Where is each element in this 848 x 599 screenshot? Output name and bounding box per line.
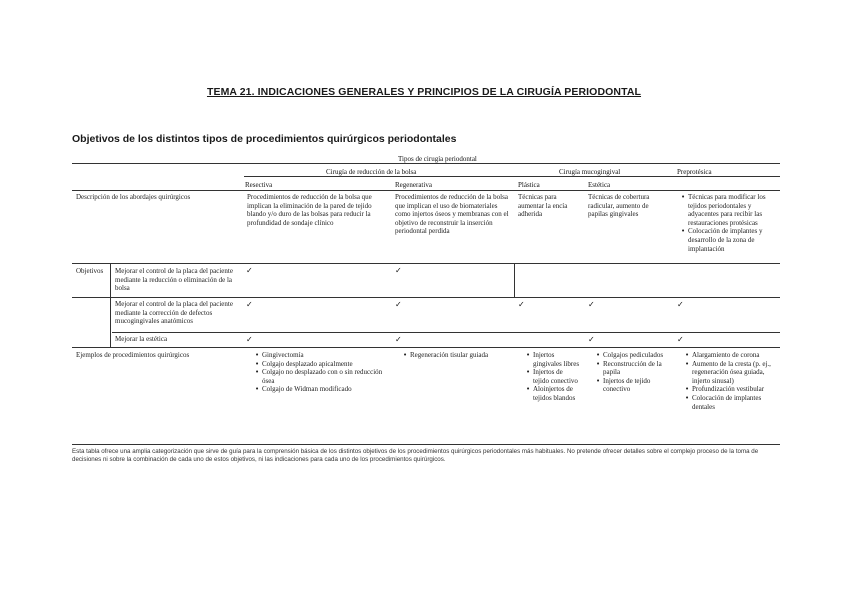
ejemplos-plastica [525, 351, 580, 403]
ejemplo-item: • Colgajos pediculados [603, 351, 675, 360]
table-bottom-rule [72, 444, 780, 445]
row-rule-obj1 [72, 297, 780, 298]
header-preprotesica: Preprotésica [677, 168, 712, 176]
ejemplos-resectiva [254, 351, 389, 394]
ejemplo-item: • Gingivectomía [262, 351, 389, 360]
check-icon: ✓ [246, 266, 253, 275]
mucogingival-divider [514, 263, 515, 297]
desc-preprotesica [680, 193, 778, 253]
header-rule-2 [244, 176, 780, 177]
section-title: Objetivos de los distintos tipos de procedimientos quirúrgicos periodontales [72, 133, 457, 145]
ejemplos-regenerativa [402, 351, 512, 360]
check-icon: ✓ [588, 335, 595, 344]
desc-resectiva: Procedimientos de reducción de la bolsa que implican la eliminación de la pared de tejido blando y/o duro de las bolsas para reducir la profundidad de sondaje clínico [247, 193, 372, 227]
ejemplo-item: • Injertos de tejido conectivo [533, 368, 580, 385]
col-resectiva: Resectiva [245, 181, 273, 189]
ejemplo-item: • Aumento de la cresta (p. ej., regeneración ósea guiada, injerto sinusal) [692, 360, 779, 386]
check-icon: ✓ [395, 300, 402, 309]
ejemplo-item: • Profundización vestibular [692, 385, 779, 394]
header-bottom-rule [72, 190, 780, 191]
check-icon: ✓ [246, 300, 253, 309]
ejemplo-item: • Regeneración tisular guiada [410, 351, 512, 360]
ejemplo-item: • Colgajo de Widman modificado [262, 385, 389, 394]
ejemplo-item: • Injertos gingivales libres [533, 351, 580, 368]
row-label-objetivos: Objetivos [76, 267, 104, 275]
row-label-ejemplos: Ejemplos de procedimientos quirúrgicos [76, 351, 190, 359]
row-rule-desc [72, 263, 780, 264]
desc-regenerativa: Procedimientos de reducción de la bolsa que implican el uso de biomateriales como injertos óseos y membranas con el objetivo de reconstruir la inserción periodontal perdida [395, 193, 509, 236]
desc-plastica: Técnicas para aumentar la encía adherida [518, 193, 568, 219]
table-footnote: Esta tabla ofrece una amplia categorización que sirve de guía para la comprensión básica de los distintos objetivos de los procedimientos quirúrgicos periodontales más habituales. No pretende ofrecer detalles sobre el complejo proceso de la toma de decisiones ni sobre la combinación de cada uno de estos objetivos, ni las indicaciones para cada uno de los procedimientos quirúrgicos. [72, 448, 759, 463]
ejemplo-item: • Aloinjertos de tejidos blandos [533, 385, 580, 402]
row-rule-obj3 [72, 347, 780, 348]
header-mucogingival: Cirugía mucogingival [559, 168, 621, 176]
ejemplo-item: • Alargamiento de corona [692, 351, 779, 360]
header-tipos-cirugia: Tipos de cirugía periodontal [398, 155, 477, 163]
ejemplo-item: • Colgajo desplazado apicalmente [262, 360, 389, 369]
desc-preprotesica-item: • Colocación de implantes y desarrollo de la zona de implantación [688, 227, 778, 253]
check-icon: ✓ [246, 335, 253, 344]
objetivo-placa-bolsa: Mejorar el control de la placa del paciente mediante la reducción o eliminación de la bolsa [115, 267, 233, 293]
table-top-rule [72, 163, 780, 164]
row-rule-obj2 [112, 332, 780, 333]
ejemplos-preprotesica [684, 351, 779, 411]
check-icon: ✓ [395, 266, 402, 275]
ejemplo-item: • Colgajo no desplazado con o sin reducción ósea [262, 368, 389, 385]
check-icon: ✓ [518, 300, 525, 309]
check-icon: ✓ [677, 335, 684, 344]
ejemplo-item: • Reconstrucción de la papila [603, 360, 675, 377]
ejemplos-estetica [595, 351, 675, 394]
desc-estetica: Técnicas de cobertura radicular, aumento de papilas gingivales [588, 193, 650, 219]
header-reduccion-bolsa: Cirugía de reducción de la bolsa [326, 168, 417, 176]
check-icon: ✓ [588, 300, 595, 309]
document-title: TEMA 21. INDICACIONES GENERALES Y PRINCIPIOS DE LA CIRUGÍA PERIODONTAL [206, 86, 642, 98]
check-icon: ✓ [395, 335, 402, 344]
objetivos-col-divider [110, 263, 111, 347]
ejemplo-item: • Colocación de implantes dentales [692, 394, 779, 411]
desc-preprotesica-item: • Técnicas para modificar los tejidos periodontales y adyacentes para recibir las restauraciones protésicas [688, 193, 778, 227]
objetivo-placa-mucogingival: Mejorar el control de la placa del paciente mediante la corrección de defectos mucogingivales anatómicos [115, 300, 233, 326]
col-plastica: Plástica [518, 181, 540, 189]
col-regenerativa: Regenerativa [395, 181, 432, 189]
check-icon: ✓ [677, 300, 684, 309]
row-label-descripcion: Descripción de los abordajes quirúrgicos [76, 193, 191, 201]
ejemplo-item: • Injertos de tejido conectivo [603, 377, 675, 394]
col-estetica: Estética [588, 181, 611, 189]
objetivo-estetica: Mejorar la estética [115, 335, 168, 343]
